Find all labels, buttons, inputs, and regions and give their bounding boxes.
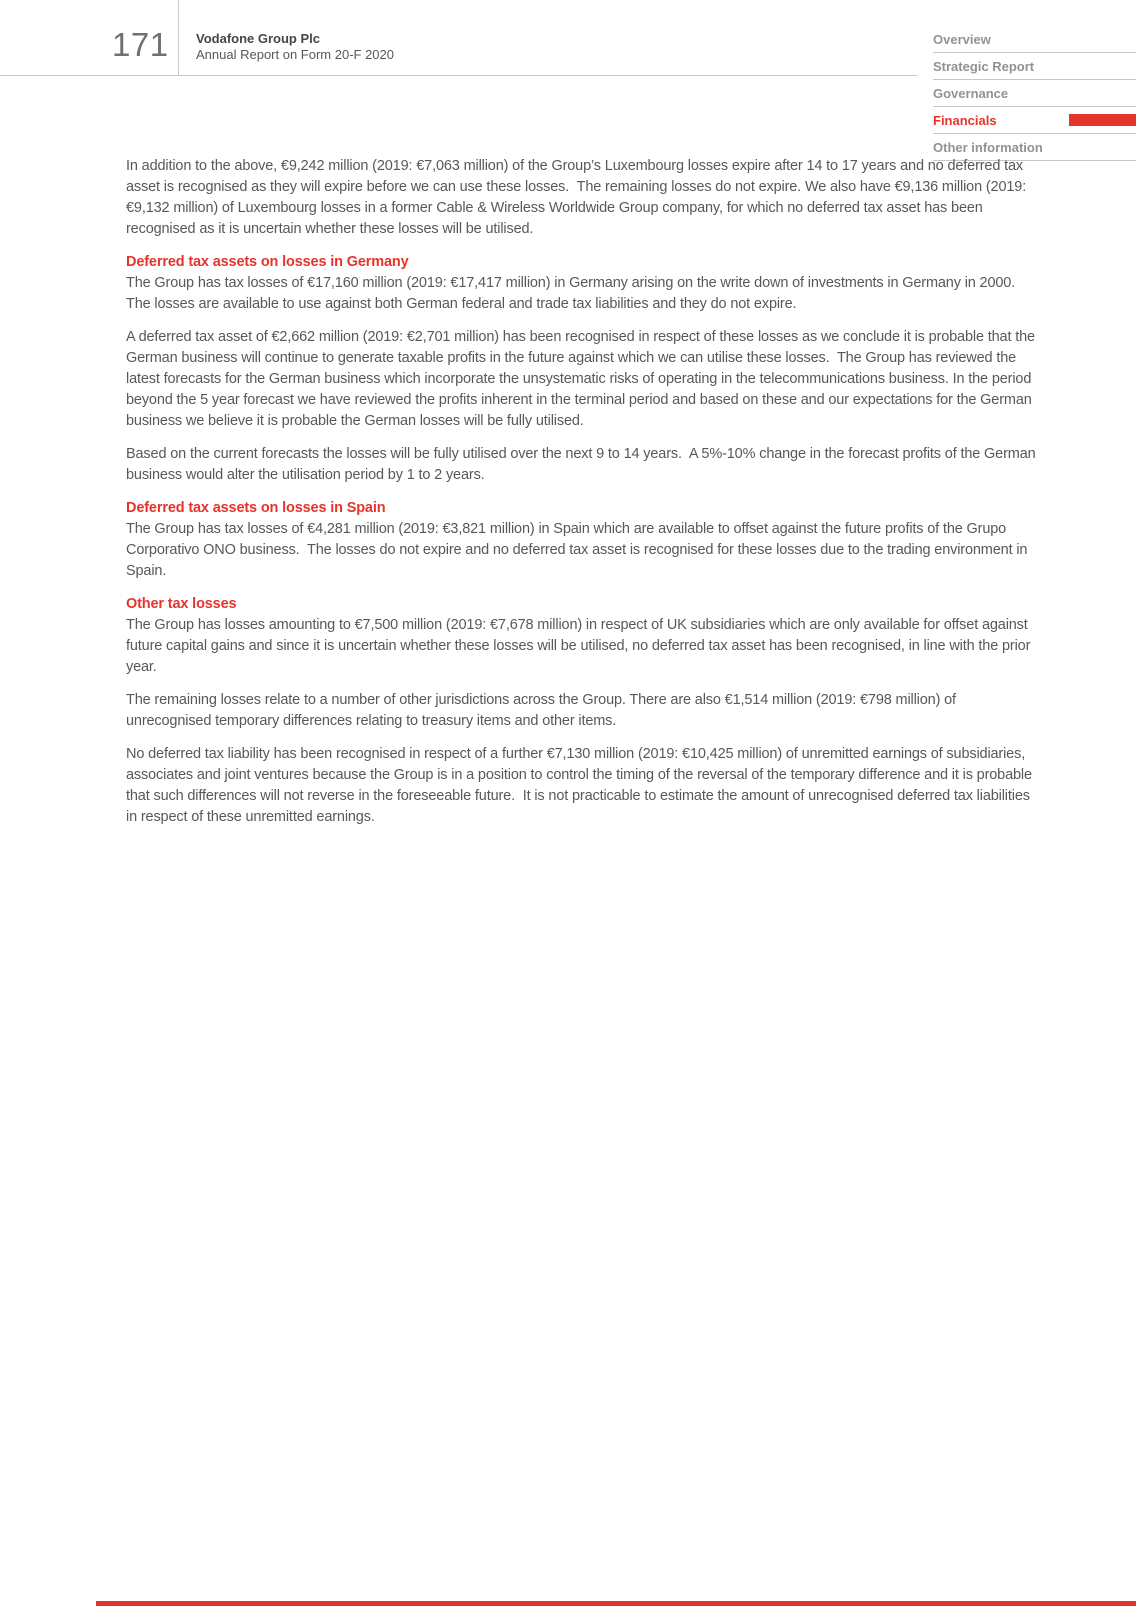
paragraph-spain-losses: The Group has tax losses of €4,281 million (2019: €3,821 million) in Spain which are available to offset against the future profits of the Grupo Corporativo ONO business. The losses do not expire and no deferred tax asset is recognised for these losses due to the trading environment in Spain. bbox=[126, 521, 1028, 579]
section-nav bbox=[933, 26, 1136, 161]
nav-item-overview[interactable] bbox=[933, 26, 1136, 53]
header-meta bbox=[196, 31, 394, 63]
nav-item-label: Financials bbox=[933, 113, 997, 128]
paragraph-unremitted-earnings: No deferred tax liability has been recognised in respect of a further €7,130 million (2019: €10,425 million) of unremitted earnings of subsidiaries, associates and joint ventures because the Group is in a position to control the timing of the reversal of the temporary difference and it is probable that such differences will not reverse in the foreseeable future. It is not practicable to estimate the amount of unrecognised deferred tax liabilities in respect of these unremitted earnings. bbox=[126, 746, 1032, 825]
nav-item-label: Governance bbox=[933, 86, 1009, 101]
paragraph-germany-deferred-asset: A deferred tax asset of €2,662 million (2019: €2,701 million) has been recognised in respect of these losses as we conclude it is probable that the German business will continue to generate taxable profits in the future against which we can utilise these losses. The Group has reviewed the latest forecasts for the German business which incorporate the unsystematic risks of operating in the telecommunications business. In the period beyond the 5 year forecast we have reviewed the profits inherent in the terminal period and based on these and our expectations for the German business we believe it is probable the German losses will be fully utilised. bbox=[126, 329, 1035, 429]
section-heading-germany: Deferred tax assets on losses in Germany bbox=[126, 254, 409, 270]
nav-item-label: Overview bbox=[933, 32, 991, 47]
paragraph-germany-losses: The Group has tax losses of €17,160 million (2019: €17,417 million) in Germany arising on the write down of investments in Germany in 2000. The losses are available to use against both German federal and trade tax liabilities and they do not expire. bbox=[126, 275, 1016, 312]
paragraph-germany-forecasts: Based on the current forecasts the losses will be fully utilised over the next 9 to 14 years. A 5%-10% change in the forecast profits of the German business would alter the utilisation period by 1 to 2 years. bbox=[126, 446, 1036, 483]
company-name: Vodafone Group Plc bbox=[196, 31, 320, 46]
paragraph-luxembourg-losses: In addition to the above, €9,242 million (2019: €7,063 million) of the Group’s Luxembourg losses expire after 14 to 17 years and no deferred tax asset is recognised as they will expire before we can use these losses. The remaining losses do not expire. We also have €9,136 million (2019: €9,132 million) of Luxembourg losses in a former Cable & Wireless Worldwide Group company, for which no deferred tax asset has been recognised as it is uncertain whether these losses will be utilised. bbox=[126, 158, 1027, 237]
section-heading-other-tax-losses: Other tax losses bbox=[126, 596, 237, 612]
header-rule bbox=[0, 75, 918, 76]
active-section-marker bbox=[1069, 114, 1136, 126]
nav-item-financials[interactable] bbox=[933, 107, 1136, 134]
nav-item-strategic-report[interactable] bbox=[933, 53, 1136, 80]
section-heading-spain: Deferred tax assets on losses in Spain bbox=[126, 500, 386, 516]
report-title: Annual Report on Form 20-F 2020 bbox=[196, 47, 394, 62]
nav-item-governance[interactable] bbox=[933, 80, 1136, 107]
header-divider bbox=[178, 0, 179, 75]
page-number: 171 bbox=[112, 26, 169, 63]
paragraph-remaining-losses: The remaining losses relate to a number of other jurisdictions across the Group. There are also €1,514 million (2019: €798 million) of unrecognised temporary differences relating to treasury items and other items. bbox=[126, 692, 956, 729]
nav-item-label: Other information bbox=[933, 140, 1043, 155]
paragraph-uk-losses: The Group has losses amounting to €7,500 million (2019: €7,678 million) in respect of UK subsidiaries which are only available for offset against future capital gains and since it is uncertain whether these losses will be utilised, no deferred tax asset has been recognised, in line with the prior year. bbox=[126, 617, 1031, 675]
document-body bbox=[126, 156, 1042, 840]
nav-item-label: Strategic Report bbox=[933, 59, 1035, 74]
footer-accent-bar bbox=[96, 1601, 1136, 1606]
